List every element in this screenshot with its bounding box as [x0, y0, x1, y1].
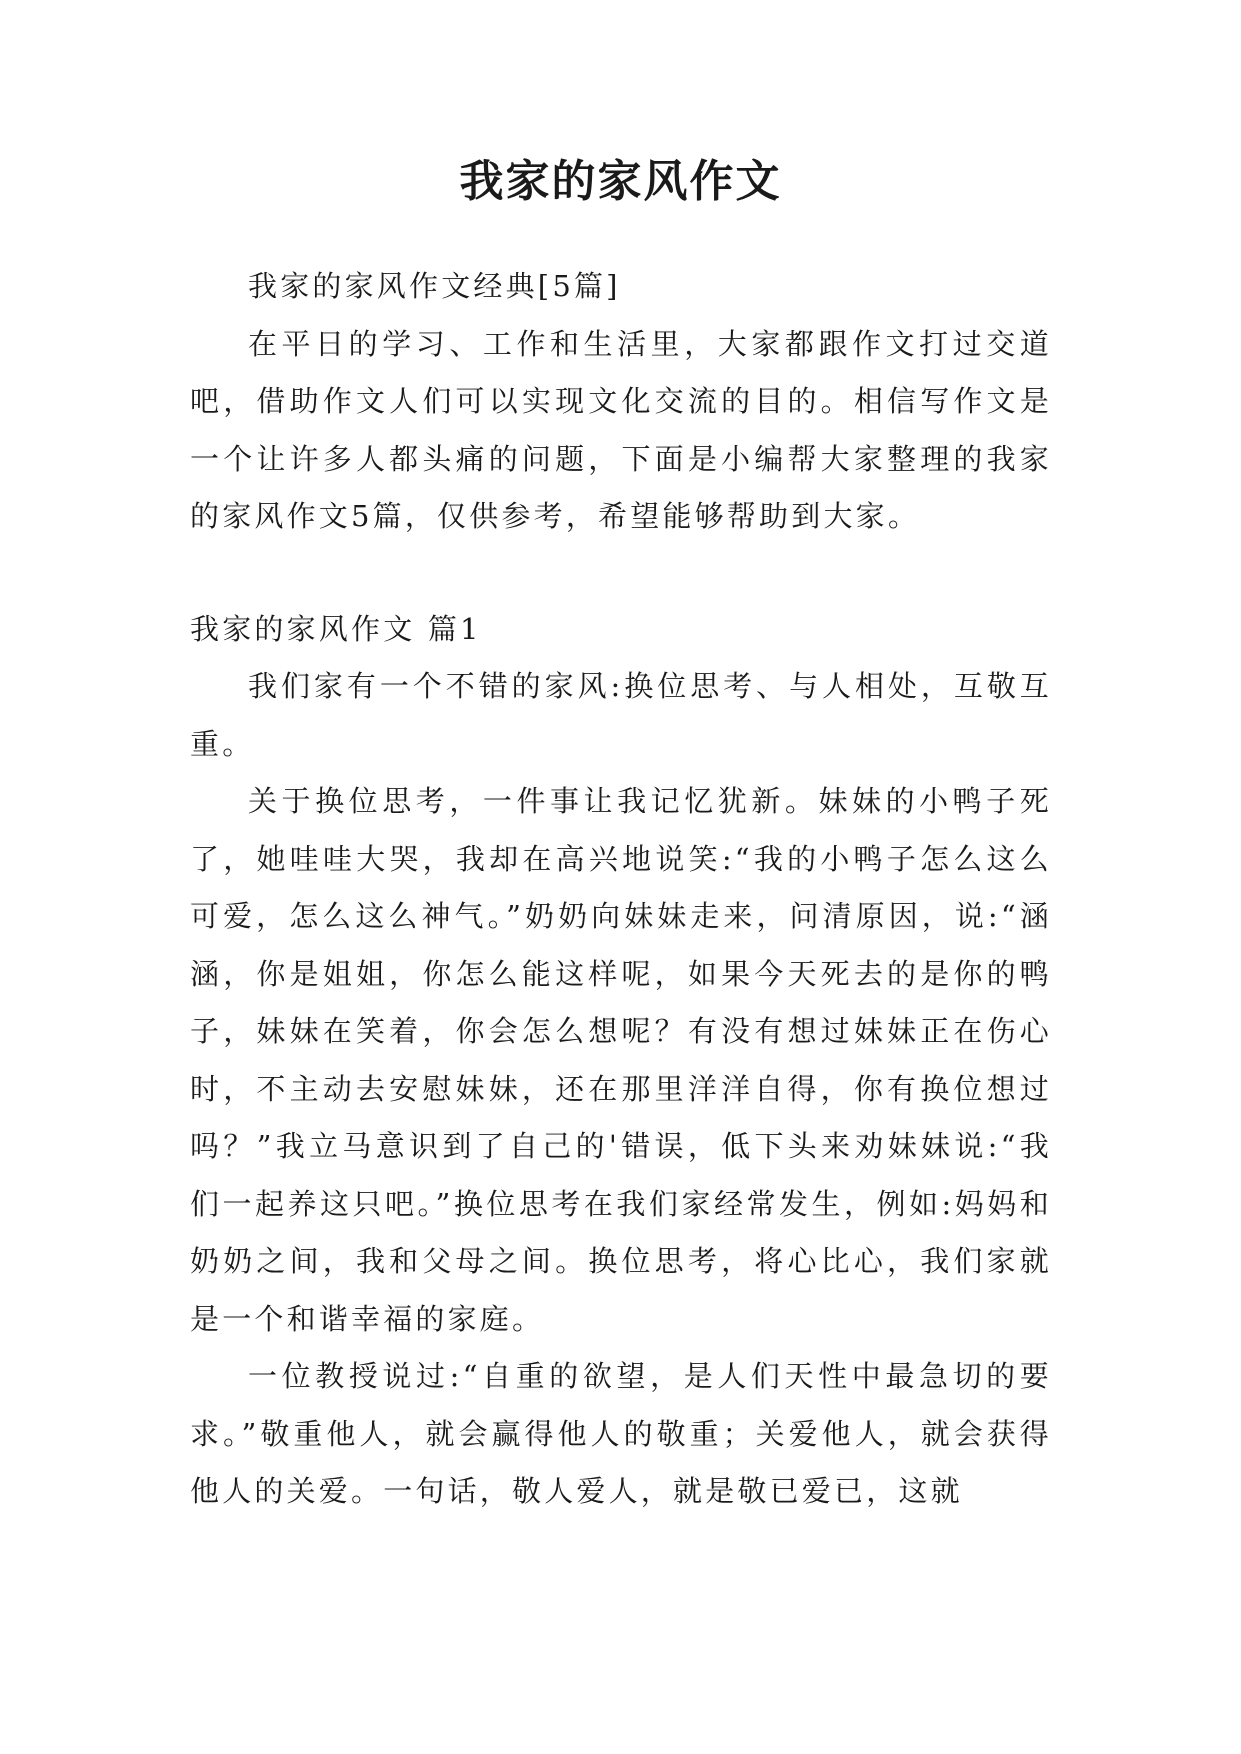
body-paragraph-2: 关于换位思考，一件事让我记忆犹新。妹妹的小鸭子死了，她哇哇大哭，我却在高兴地说笑:“我的小鸭子怎么这么可爱，怎么这么神气。”奶奶向妹妹走来，问清原因，说:“涵涵，你是姐姐，你怎么能这样呢，如果今天死去的是你的鸭子，妹妹在笑着，你会怎么想呢？有没有想过妹妹正在伤心时，不主动去安慰妹妹，还在那里洋洋自得，你有换位想过吗？”我立马意识到了自己的'错误，低下头来劝妹妹说:“我们一起养这只吧。”换位思考在我们家经常发生，例如:妈妈和奶奶之间，我和父母之间。换位思考，将心比心，我们家就是一个和谐幸福的家庭。	[190, 784, 1052, 1336]
document-title: 我家的家风作文	[459, 156, 782, 207]
document-body	[190, 258, 1052, 1521]
body-paragraph-1: 我们家有一个不错的家风:换位思考、与人相处，互敬互重。	[190, 669, 1052, 761]
body-paragraph-3: 一位教授说过:“自重的欲望，是人们天性中最急切的要求。”敬重他人，就会赢得他人的敬重；关爱他人，就会获得他人的关爱。一句话，敬人爱人，就是敬已爱已，这就	[190, 1359, 1052, 1508]
section-heading: 我家的家风作文 篇1	[190, 611, 482, 646]
intro-paragraph: 在平日的学习、工作和生活里，大家都跟作文打过交道吧，借助作文人们可以实现文化交流的目的。相信写作文是一个让许多人都头痛的问题，下面是小编帮大家整理的我家的家风作文5篇，仅供参考，希望能够帮助到大家。	[190, 326, 1052, 533]
document-subtitle: 我家的家风作文经典[5篇]	[248, 269, 621, 303]
